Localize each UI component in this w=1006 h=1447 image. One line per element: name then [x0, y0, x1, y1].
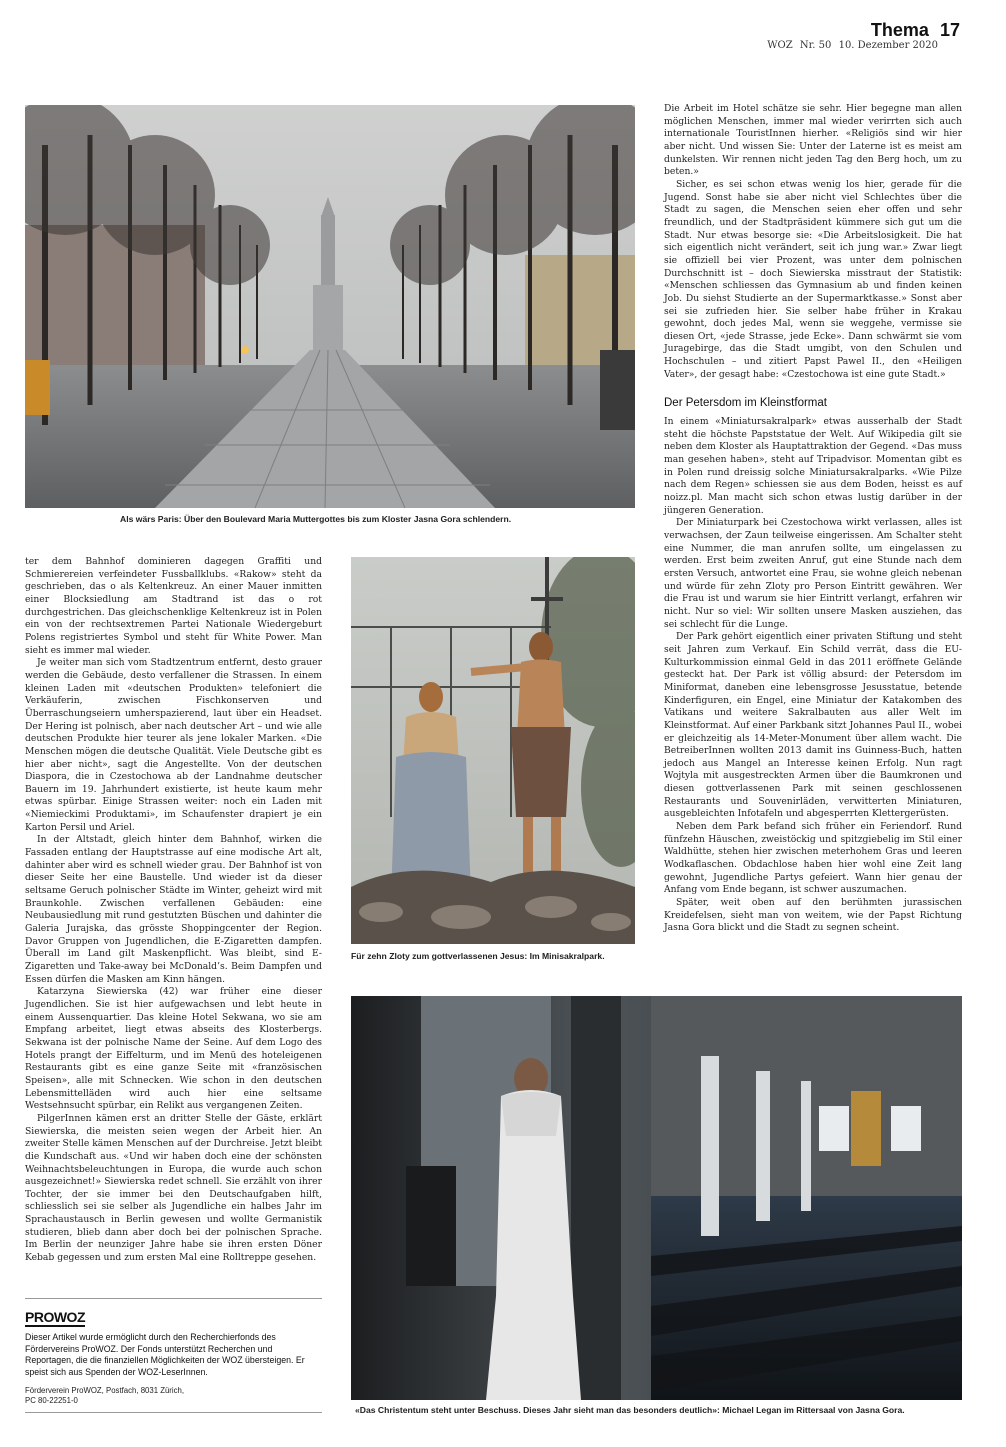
paragraph: In einem «Miniatursakralpark» etwas ausserhalb der Stadt steht die höchste Papststatue der Welt. Auf Wikipedia gilt sie neben dem Kloster als Hauptattraktion der Gegend. «Das muss man gesehen haben», steht auf Tripadvisor. Momentan gibt es in Polen rund dreissig solche Miniatursakralparks. «Wie Pilze nach dem Regen» schiessen sie aus dem Boden, heisst es auf noizz.pl. Man macht sich schon etwas lustig darüber in der jüngeren Generation.: [664, 416, 962, 516]
section-header: [871, 20, 960, 41]
caption-jesus-statues: Für zehn Zloty zum gottverlassenen Jesus: Im Minisakralpark.: [351, 951, 605, 961]
paragraph: Der Park gehört eigentlich einer privaten Stiftung und steht seit Jahren zum Verkauf. Ein Schild verrät, dass die EU-Kulturkommission einmal Geld in das 2011 eröffnete Gelände gesteckt hat. Der Park ist völlig absurd: der Petersdom im Miniformat, daneben eine lebensgrosse Jesusstatue, betende Kinderfiguren, ein Engel, eine Miniatur der Katakomben des Vatikans und weitere Sakralbauten aus aller Welt im Kleinstformat. Auf einer Parkbank sitzt Johannes Paul II., wobei er gleichzeitig als 14-Meter-Monument über allem wacht. Die BetreiberInnen wollten 2013 damit ins Guinness-Buch, hatten jedoch aus Mangel an Interesse keinen Erfolg. Nun ragt Wojtyla mit ausgestreckten Armen über die Baumkronen und diesen gottverlassenen Park mit seinen geschlossenen Restaurants und Souvenirläden, verwitterten Miniaturen, ausgebleichten Infotafeln und abgesperrten Klettergerüsten.: [664, 631, 962, 820]
prowoz-address-line: Förderverein ProWOZ, Postfach, 8031 Zürich,: [25, 1386, 185, 1395]
article-column-right: [664, 103, 962, 935]
paragraph: ter dem Bahnhof dominieren dagegen Graffiti und Schmierereien verfeindeter Fussballklubs. «Rakow» steht da geschrieben, das o als Keltenkreuz. An einer Mauer inmitten einer Blocksiedlung am Stadtrand ist das o rot durchgestrichen. Das gleichschenklige Keltenkreuz ist in Polen ein von der rechtsextremen Partei Nationale Wiedergeburt Polens registriertes Symbol und steht für White Power. Man sieht es immer mal wieder.: [25, 556, 322, 656]
issue-number: Nr. 50: [799, 40, 832, 51]
prowoz-account: PC 80-22251-0: [25, 1396, 78, 1405]
paragraph: Die Arbeit im Hotel schätze sie sehr. Hier begegne man allen möglichen Menschen, immer mal wieder verirrten sich auch internationale TouristInnen hierher. «Religiös sind wir hier aber nicht. Und wissen Sie: Unter der Laterne ist es meist am dunkelsten. Wir rennen nicht jeden Tag den Berg hoch, um zu beten.»: [664, 103, 962, 178]
paragraph: Je weiter man sich vom Stadtzentrum entfernt, desto grauer werden die Gebäude, desto verfallener die Strassen. In einem kleinen Laden mit «deutschen Produkten» telefoniert die Verkäuferin, zwischen Fischkonserven und Überraschungseiern umherspazierend, laut über ein Headset. Der Hering ist polnisch, aber nach deutscher Art – und wie alle deutschen Produkte hier teurer als jene lokaler Marken. «Die Menschen mögen die deutsche Qualität. Viele Deutsche gibt es hier aber nicht», sagt die Angestellte. Von der deutschen Diaspora, die in Czestochowa ab der Landnahme deutscher Bauern im 19. Jahrhundert existierte, ist heute kaum mehr etwas spürbar. Einige Strassen weiter: noch ein Laden mit «Niemieckimi Produktami», im Schaufenster drapiert je ein Karton Persil und Ariel.: [25, 657, 322, 833]
caption-monk: «Das Christentum steht unter Beschuss. Dieses Jahr sieht man das besonders deutlich»: Michael Legan im Rittersaal von Jasna Gora.: [355, 1405, 905, 1415]
photo-jesus-statues: [351, 557, 635, 944]
paragraph: PilgerInnen kämen erst an dritter Stelle der Gäste, erklärt Siewierska, die meisten seien wegen der Arbeit hier. An zweiter Stelle kämen Menschen auf der Durchreise. Jetzt bleibt die Kundschaft aus. «Und wir haben doch eine der schönsten Weihnachtsbeleuchtungen in Europa, die wurde auch schon ausgezeichnet!» Siewierska redet schnell. Sie erzählt von ihrer Tochter, der sie immer bei den Deutschaufgaben hilft, schliesslich sei sie selber als Jugendliche ein halbes Jahr im Sprachaustausch in Berlin gewesen und wollte Germanistik studieren, blieb dann aber doch bei der polnischen Sprache. Im Berlin der neunziger Jahre habe sie ihren ersten Döner Kebab gegessen und zum ersten Mal eine Rolltreppe gesehen.: [25, 1112, 322, 1264]
prowoz-logo-text: PROWOZ: [25, 1309, 85, 1325]
paragraph: Der Miniaturpark bei Czestochowa wirkt verlassen, alles ist verwachsen, der Zaun teilweise eingerissen. Am Schalter steht eine Nummer, die man anrufen sollte, um eingelassen zu werden. Erst beim zweiten Anruf, gut eine Stunde nach dem ersten Versuch, antwortet eine Frau, sie wohne gleich nebenan und würde für zehn Zloty pro Person Eintritt gewähren. Wer die Frau ist und warum sie hier Eintritt verlangt, erfahren wir nicht. Nur so viel: Wir sollten unsere Masken ausziehen, das sei schlecht für die Lunge.: [664, 517, 962, 630]
prowoz-top-rule: [25, 1298, 322, 1299]
prowoz-logo: [25, 1309, 85, 1325]
paragraph: Sicher, es sei schon etwas wenig los hier, gerade für die Jugend. Sonst habe sie aber nicht viel Schlechtes über die Stadt zu sagen, die Menschen seien eher offen und sehr freundlich, und der Stadtpräsident kümmere sich gut um die Stadt. Nur etwas besorge sie: «Die Arbeitslosigkeit. Die hat sich eigentlich nicht verändert, seit ich jung war.» Zwar liegt sie offiziell bei vier Prozent, was unter dem polnischen Durchschnitt ist – doch Siewierska misstraut der Statistik: «Menschen schliessen das Gymnasium ab und finden keinen Job. Du siehst Studierte an der Supermarktkasse.» Sonst aber sei sie zufrieden hier. Sie selber habe früher in Krakau gewohnt, doch jedes Mal, wenn sie weggehe, vermisse sie diesen Ort, «jede Strasse, jede Ecke». Dann schwärmt sie vom Juragebirge, das die Stadt umgibt, von den Schulen und Hochschulen – und zitiert Papst Pawel II., den «Heiligen Vater», der gesagt habe: «Czestochowa ist eine gute Stadt.»: [664, 178, 962, 380]
issue-date: 10. Dezember 2020: [838, 40, 938, 51]
monk-illustration: [351, 996, 962, 1400]
subheading: Der Petersdom im Kleinstformat: [664, 397, 827, 410]
caption-boulevard: Als wärs Paris: Über den Boulevard Maria Muttergottes bis zum Kloster Jasna Gora schlendern.: [120, 514, 512, 524]
page-number: 17: [939, 20, 960, 40]
prowoz-address: [25, 1386, 322, 1406]
paragraph: Neben dem Park befand sich früher ein Feriendorf. Rund fünfzehn Häuschen, zweistöckig und spitzgiebelig im Stil einer Waldhütte, stehen hier zwischen meterhohem Gras und leeren Wodkaflaschen. Obdachlose haben hier wohl eine Zeit lang gewohnt, Jugendliche Partys gefeiert. Wann hier genau der Anfang vom Ende begann, ist schwer auszumachen.: [664, 821, 962, 896]
article-column-left: [25, 556, 322, 1265]
prowoz-bottom-rule: [25, 1412, 322, 1413]
photo-boulevard: [25, 105, 635, 508]
paragraph: Katarzyna Siewierska (42) war früher eine dieser Jugendlichen. Sie ist hier aufgewachsen und lebt heute in einem Aussenquartier. Das kleine Hotel Sekwana, wo sie am Empfang arbeitet, liegt etwas abseits des Klosterbergs. Sekwana ist der polnische Name der Seine. Auf dem Logo des Hotels prangt der Eiffelturm, und im Menü des hoteleigenen Restaurants gibt es eine ganze Seite mit «französischen Speisen», alle mit Schnecken. Wie schon in den deutschen Lebensmittelläden wird auch hier eine seltsame Westsehnsucht spürbar, ein Relikt aus vergangenen Zeiten.: [25, 986, 322, 1112]
prowoz-text: Dieser Artikel wurde ermöglicht durch den Recherchierfonds des Fördervereins ProWOZ. Der Fonds unterstützt Recherchen und Reportagen, die die finanziellen Möglichkeiten der WOZ übersteigen. Er speist sich aus Spenden der WOZ-LeserInnen.: [25, 1332, 305, 1377]
paragraph: In der Altstadt, gleich hinter dem Bahnhof, wirken die Fassaden entlang der Hauptstrasse auf eine modische Art alt, dahinter aber wird es schnell wieder grau. Der Bahnhof ist von dieser Seite her eine Baustelle. Und wieder ist da dieser seltsame Geruch polnischer Städte im Winter, geheizt wird mit Braunkohle. Zwischen verfallenen Gebäuden: eine Neubausiedlung mit rund gestutzten Büschen und dahinter die Galeria Jurajska, das grösste Shoppingcenter der Region. Davor Gruppen von Jugendlichen, die E-Zigaretten dampfen. Überall im Land gilt Maskenpflicht. Was bleibt, sind E-Zigaretten und Take-away bei McDonald’s. Beim Dampfen und Essen dürfen die Masken am Kinn hängen.: [25, 834, 322, 985]
boulevard-illustration: [25, 105, 635, 508]
jesus-statues-illustration: [351, 557, 635, 944]
section-title: Thema: [870, 20, 929, 40]
paragraph: Später, weit oben auf den berühmten jurassischen Kreidefelsen, sieht man von weitem, wie der Papst Richtung Jasna Gora blickt und die Stadt zu segnen scheint.: [664, 897, 962, 934]
publication-name: WOZ: [767, 40, 793, 51]
photo-monk: [351, 996, 962, 1400]
issue-line: [763, 40, 938, 51]
